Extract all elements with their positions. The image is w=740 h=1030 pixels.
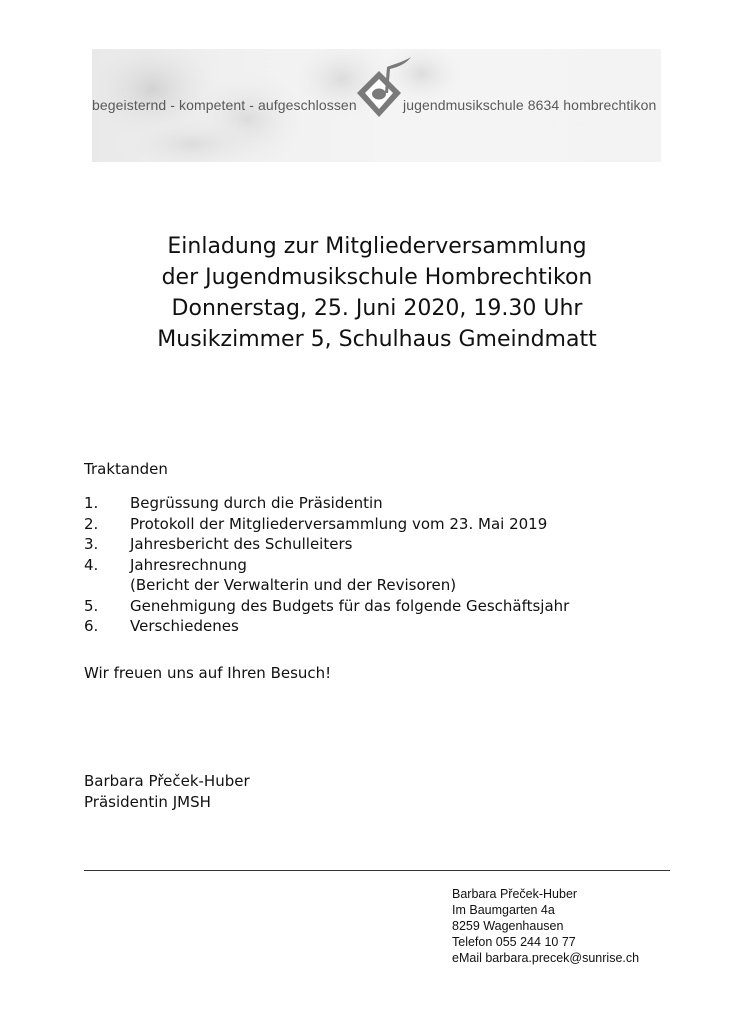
- agenda-text: Protokoll der Mitgliederversammlung vom 23. Mai 2019: [130, 514, 548, 533]
- agenda-item: [84, 493, 569, 514]
- agenda-item: [84, 534, 569, 555]
- letterhead-banner: [92, 49, 661, 162]
- agenda-list: [84, 493, 569, 637]
- invitation-title: [0, 231, 740, 355]
- agenda-number: 3.: [84, 535, 99, 553]
- agenda-text: Begrüssung durch die Präsidentin: [130, 494, 383, 512]
- agenda-text: Genehmigung des Budgets für das folgende Geschäftsjahr: [130, 596, 570, 615]
- footer-address: [452, 886, 639, 966]
- agenda-item: [84, 596, 569, 617]
- signature-role: Präsidentin JMSH: [84, 793, 211, 811]
- agenda-number: 5.: [84, 596, 99, 615]
- address-street: Im Baumgarten 4a: [452, 903, 555, 917]
- agenda-item: [84, 514, 569, 535]
- title-line: Donnerstag, 25. Juni 2020, 19.30 Uhr: [171, 296, 583, 321]
- agenda-text: Jahresrechnung: [130, 555, 247, 574]
- agenda-number: 1.: [84, 494, 99, 512]
- address-phone: Telefon 055 244 10 77: [452, 935, 576, 949]
- agenda-number: 6.: [84, 617, 99, 635]
- closing-line: Wir freuen uns auf Ihren Besuch!: [84, 664, 332, 682]
- signature-block: [84, 771, 250, 813]
- agenda-text: Jahresbericht des Schulleiters: [130, 535, 353, 553]
- agenda-item: [84, 555, 569, 576]
- title-line: Einladung zur Mitgliederversammlung: [167, 234, 587, 259]
- address-email: eMail barbara.precek@sunrise.ch: [452, 951, 640, 965]
- address-city: 8259 Wagenhausen: [452, 919, 564, 933]
- address-name: Barbara Přeček-Huber: [452, 887, 578, 901]
- agenda-number: 4.: [84, 555, 99, 574]
- footer-divider: [84, 870, 670, 871]
- agenda-item-continuation: [84, 575, 569, 596]
- agenda-number: [84, 575, 130, 596]
- music-note-diamond-icon: [357, 55, 417, 125]
- title-line: Musikzimmer 5, Schulhaus Gmeindmatt: [157, 327, 597, 352]
- banner-tagline: begeisternd - kompetent - aufgeschlossen: [92, 97, 357, 113]
- banner-school-name: jugendmusikschule 8634 hombrechtikon: [403, 97, 657, 113]
- agenda-item: [84, 616, 569, 637]
- agenda-text: Verschiedenes: [130, 617, 239, 635]
- agenda-heading: Traktanden: [84, 460, 168, 478]
- agenda-number: 2.: [84, 514, 99, 533]
- signature-name: Barbara Přeček-Huber: [84, 772, 250, 790]
- agenda-text: (Bericht der Verwalterin und der Revisoren): [130, 576, 457, 594]
- title-line: der Jugendmusikschule Hombrechtikon: [161, 265, 593, 290]
